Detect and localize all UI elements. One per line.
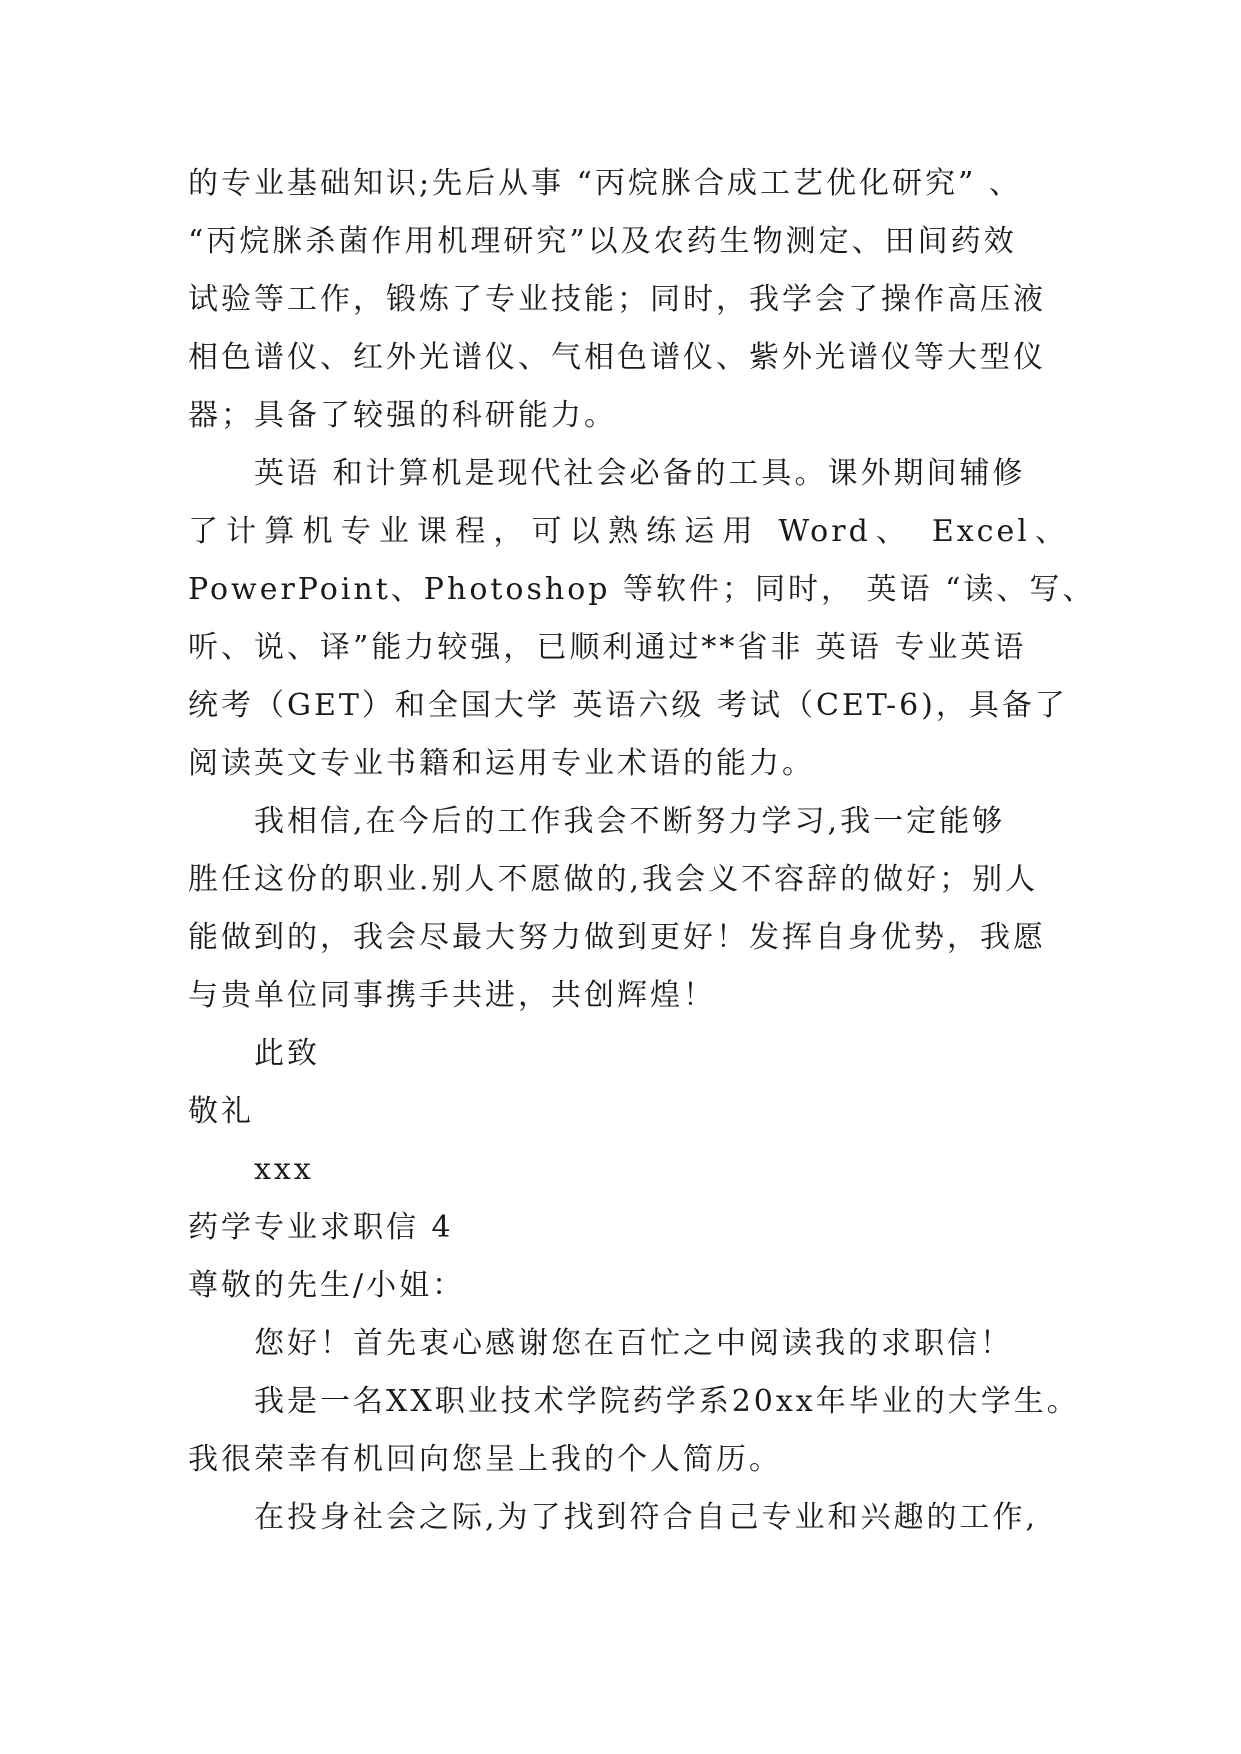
closing-salutation: 此致 — [254, 1036, 320, 1071]
paragraph-line: 统考（GET）和全国大学 英语六级 考试（CET-6)，具备了 — [188, 688, 1068, 723]
closing-regards: 敬礼 — [188, 1094, 254, 1129]
section-title: 药学专业求职信 4 — [188, 1210, 454, 1245]
paragraph-line: 我相信,在今后的工作我会不断努力学习,我一定能够 — [254, 804, 1006, 839]
paragraph-line: 英语 和计算机是现代社会必备的工具。课外期间辅修 — [254, 456, 1026, 491]
paragraph-line: 器；具备了较强的科研能力。 — [188, 398, 617, 433]
paragraph-line: 与贵单位同事携手共进，共创辉煌！ — [188, 978, 716, 1013]
paragraph-line: 了计算机专业课程，可以熟练运用 Word、 Excel、 — [188, 514, 1068, 549]
greeting: 尊敬的先生/小姐： — [188, 1268, 466, 1303]
paragraph-line: 能做到的，我会尽最大努力做到更好！发挥自身优势，我愿 — [188, 920, 1046, 955]
paragraph-line: 的专业基础知识;先后从事 “丙烷脒合成工艺优化研究” 、 — [188, 166, 1022, 201]
paragraph-line: 相色谱仪、红外光谱仪、气相色谱仪、紫外光谱仪等大型仪 — [188, 340, 1046, 375]
paragraph-line: 您好！首先衷心感谢您在百忙之中阅读我的求职信！ — [254, 1326, 1013, 1361]
paragraph-line: PowerPoint、Photoshop 等软件；同时， 英语 “读、写、 — [188, 572, 1096, 607]
paragraph-line: “丙烷脒杀菌作用机理研究”以及农药生物测定、田间药效 — [188, 224, 1017, 259]
paragraph-line: 胜任这份的职业.别人不愿做的,我会义不容辞的做好；别人 — [188, 862, 1039, 897]
paragraph-line: 我是一名XX职业技术学院药学系20xx年毕业的大学生。 — [254, 1384, 1080, 1419]
paragraph-line: 试验等工作，锻炼了专业技能；同时，我学会了操作高压液 — [188, 282, 1046, 317]
paragraph-line: 在投身社会之际,为了找到符合自己专业和兴趣的工作, — [254, 1500, 1039, 1535]
paragraph-line: 阅读英文专业书籍和运用专业术语的能力。 — [188, 746, 815, 781]
paragraph-line: 听、说、译”能力较强，已顺利通过**省非 英语 专业英语 — [188, 630, 1027, 665]
document-body — [188, 155, 1096, 1547]
signature-name: xxx — [254, 1152, 314, 1187]
paragraph-line: 我很荣幸有机回向您呈上我的个人简历。 — [188, 1442, 782, 1477]
